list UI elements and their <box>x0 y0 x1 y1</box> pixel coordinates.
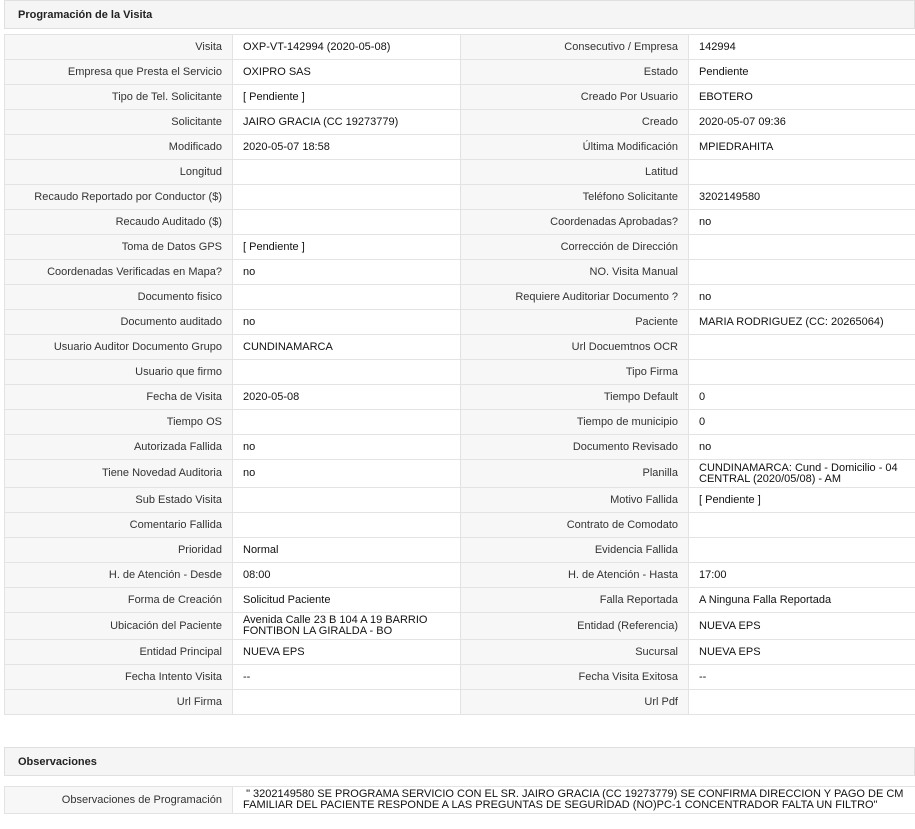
field-label: Prioridad <box>5 538 233 563</box>
info-row <box>5 410 915 435</box>
field-value: no <box>689 210 915 235</box>
field-label: Solicitante <box>5 110 233 135</box>
field-label: Planilla <box>461 460 689 488</box>
field-label: Coordenadas Verificadas en Mapa? <box>5 260 233 285</box>
field-value: NUEVA EPS <box>689 640 915 665</box>
field-value: A Ninguna Falla Reportada <box>689 588 915 613</box>
field-value <box>689 335 915 360</box>
field-value: [ Pendiente ] <box>233 235 461 260</box>
field-label: H. de Atención - Desde <box>5 563 233 588</box>
field-label: Falla Reportada <box>461 588 689 613</box>
observaciones-value: " 3202149580 SE PROGRAMA SERVICIO CON EL SR. JAIRO GRACIA (CC 19273779) SE CONFIRMA DIRECCION Y PAGO DE CM FAMILIAR DEL PACIENTE RESPONDE A LAS PREGUNTAS DE SEGURIDAD (NO)PC-1 CONCENTRADOR FALTA UN FILTRO" <box>233 787 915 814</box>
field-value: 0 <box>689 410 915 435</box>
field-label: Creado Por Usuario <box>461 85 689 110</box>
field-label: Sub Estado Visita <box>5 488 233 513</box>
info-row <box>5 185 915 210</box>
info-row <box>5 60 915 85</box>
programacion-title: Programación de la Visita <box>18 9 153 21</box>
field-value: [ Pendiente ] <box>689 488 915 513</box>
info-row <box>5 160 915 185</box>
info-row <box>5 210 915 235</box>
field-label: Url Firma <box>5 690 233 715</box>
field-value: 2020-05-08 <box>233 385 461 410</box>
field-label: Corrección de Dirección <box>461 235 689 260</box>
field-label: Visita <box>5 35 233 60</box>
field-value <box>233 410 461 435</box>
field-label: Fecha Intento Visita <box>5 665 233 690</box>
field-value <box>233 210 461 235</box>
field-label: Comentario Fallida <box>5 513 233 538</box>
field-value: OXIPRO SAS <box>233 60 461 85</box>
field-value <box>233 360 461 385</box>
field-value: no <box>689 285 915 310</box>
field-label: Paciente <box>461 310 689 335</box>
info-row <box>5 563 915 588</box>
field-label: Fecha Visita Exitosa <box>461 665 689 690</box>
field-value: no <box>233 310 461 335</box>
field-value <box>233 160 461 185</box>
field-value: 0 <box>689 385 915 410</box>
field-label: Contrato de Comodato <box>461 513 689 538</box>
field-label: Documento fisico <box>5 285 233 310</box>
field-label: Última Modificación <box>461 135 689 160</box>
info-row <box>5 235 915 260</box>
field-label: Usuario Auditor Documento Grupo <box>5 335 233 360</box>
field-value: NUEVA EPS <box>233 640 461 665</box>
info-row <box>5 665 915 690</box>
field-value <box>233 285 461 310</box>
observaciones-table <box>4 786 915 814</box>
field-value: -- <box>689 665 915 690</box>
info-row <box>5 260 915 285</box>
field-label: Tipo Firma <box>461 360 689 385</box>
info-row <box>5 435 915 460</box>
field-label: Tiempo Default <box>461 385 689 410</box>
programacion-header <box>4 0 915 29</box>
field-value <box>689 513 915 538</box>
field-label: Documento Revisado <box>461 435 689 460</box>
field-value <box>689 538 915 563</box>
field-value: CUNDINAMARCA: Cund - Domicilio - 04 CENTRAL (2020/05/08) - AM <box>689 460 915 488</box>
field-value <box>233 513 461 538</box>
field-label: Documento auditado <box>5 310 233 335</box>
observaciones-title: Observaciones <box>18 756 97 768</box>
field-label: Longitud <box>5 160 233 185</box>
field-label: Modificado <box>5 135 233 160</box>
info-row <box>5 110 915 135</box>
field-label: Empresa que Presta el Servicio <box>5 60 233 85</box>
field-label: H. de Atención - Hasta <box>461 563 689 588</box>
field-value: EBOTERO <box>689 85 915 110</box>
field-value: 2020-05-07 18:58 <box>233 135 461 160</box>
field-label: Tiempo OS <box>5 410 233 435</box>
field-value: no <box>233 460 461 488</box>
field-value: CUNDINAMARCA <box>233 335 461 360</box>
field-value: 3202149580 <box>689 185 915 210</box>
field-label: Tipo de Tel. Solicitante <box>5 85 233 110</box>
info-row <box>5 613 915 640</box>
field-label: Requiere Auditoriar Documento ? <box>461 285 689 310</box>
field-label: Consecutivo / Empresa <box>461 35 689 60</box>
field-value: Solicitud Paciente <box>233 588 461 613</box>
observaciones-row <box>5 787 915 814</box>
field-label: Recaudo Auditado ($) <box>5 210 233 235</box>
info-row <box>5 460 915 488</box>
info-row <box>5 385 915 410</box>
field-value <box>233 488 461 513</box>
info-row <box>5 310 915 335</box>
field-value: no <box>233 435 461 460</box>
field-label: Entidad (Referencia) <box>461 613 689 640</box>
observaciones-label: Observaciones de Programación <box>5 787 233 814</box>
info-row <box>5 35 915 60</box>
field-value <box>689 690 915 715</box>
field-label: Motivo Fallida <box>461 488 689 513</box>
field-label: Sucursal <box>461 640 689 665</box>
field-label: Ubicación del Paciente <box>5 613 233 640</box>
info-row <box>5 135 915 160</box>
info-row <box>5 513 915 538</box>
field-label: Estado <box>461 60 689 85</box>
field-value <box>689 360 915 385</box>
field-value: Normal <box>233 538 461 563</box>
field-value: Avenida Calle 23 B 104 A 19 BARRIO FONTIBON LA GIRALDA - BO <box>233 613 461 640</box>
field-label: Evidencia Fallida <box>461 538 689 563</box>
field-label: Forma de Creación <box>5 588 233 613</box>
programacion-table <box>4 34 915 715</box>
field-label: Toma de Datos GPS <box>5 235 233 260</box>
field-value: NUEVA EPS <box>689 613 915 640</box>
info-row <box>5 488 915 513</box>
field-label: Latitud <box>461 160 689 185</box>
field-value: MPIEDRAHITA <box>689 135 915 160</box>
field-label: Autorizada Fallida <box>5 435 233 460</box>
field-label: Teléfono Solicitante <box>461 185 689 210</box>
info-row <box>5 538 915 563</box>
field-value: JAIRO GRACIA (CC 19273779) <box>233 110 461 135</box>
field-value: 17:00 <box>689 563 915 588</box>
field-value: 2020-05-07 09:36 <box>689 110 915 135</box>
field-label: Entidad Principal <box>5 640 233 665</box>
field-label: NO. Visita Manual <box>461 260 689 285</box>
field-value: 142994 <box>689 35 915 60</box>
info-row <box>5 360 915 385</box>
field-label: Recaudo Reportado por Conductor ($) <box>5 185 233 210</box>
info-row <box>5 285 915 310</box>
field-value: no <box>233 260 461 285</box>
field-value <box>689 260 915 285</box>
field-value: [ Pendiente ] <box>233 85 461 110</box>
field-label: Url Docuemtnos OCR <box>461 335 689 360</box>
info-row <box>5 690 915 715</box>
field-label: Tiempo de municipio <box>461 410 689 435</box>
field-value: no <box>689 435 915 460</box>
field-value: OXP-VT-142994 (2020-05-08) <box>233 35 461 60</box>
field-label: Usuario que firmo <box>5 360 233 385</box>
field-value: 08:00 <box>233 563 461 588</box>
observaciones-header <box>4 747 915 776</box>
field-value <box>689 160 915 185</box>
info-row <box>5 335 915 360</box>
field-value <box>233 690 461 715</box>
info-row <box>5 588 915 613</box>
field-label: Coordenadas Aprobadas? <box>461 210 689 235</box>
field-value <box>233 185 461 210</box>
field-value <box>689 235 915 260</box>
field-label: Url Pdf <box>461 690 689 715</box>
info-row <box>5 85 915 110</box>
info-row <box>5 640 915 665</box>
field-label: Creado <box>461 110 689 135</box>
field-label: Tiene Novedad Auditoria <box>5 460 233 488</box>
field-value: Pendiente <box>689 60 915 85</box>
field-value: MARIA RODRIGUEZ (CC: 20265064) <box>689 310 915 335</box>
field-value: -- <box>233 665 461 690</box>
field-label: Fecha de Visita <box>5 385 233 410</box>
